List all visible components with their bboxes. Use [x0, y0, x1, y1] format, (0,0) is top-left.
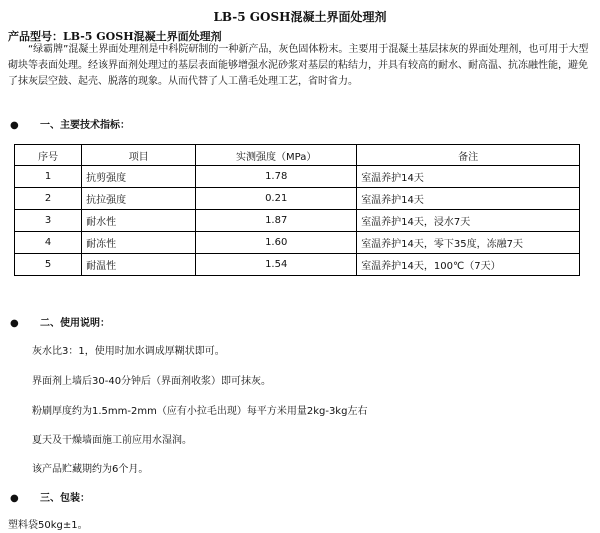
- cell-strength: 1.60: [196, 232, 357, 254]
- cell-remark: 室温养护14天，100℃（7天）: [357, 254, 580, 276]
- cell-remark: 室温养护14天，零下35度，冻融7天: [357, 232, 580, 254]
- table-row: [15, 254, 580, 276]
- table-header-row: [15, 145, 580, 166]
- cell-item: 抗拉强度: [82, 188, 196, 210]
- cell-strength: 1.78: [196, 166, 357, 188]
- cell-item: 耐水性: [82, 210, 196, 232]
- cell-index: 4: [15, 232, 82, 254]
- specs-table: [14, 144, 580, 276]
- section-label: 三、包装：: [40, 493, 90, 504]
- intro-paragraph: [8, 42, 593, 90]
- section-specs-heading: [10, 116, 130, 131]
- packaging-text: 塑料袋50kg±1。: [8, 520, 88, 531]
- header-remark: 备注: [357, 145, 580, 166]
- table-row: [15, 166, 580, 188]
- bullet-icon: ●: [10, 318, 19, 329]
- cell-remark: 室温养护14天: [357, 166, 580, 188]
- bullet-icon: ●: [10, 493, 19, 504]
- table-row: [15, 188, 580, 210]
- cell-index: 1: [15, 166, 82, 188]
- cell-index: 2: [15, 188, 82, 210]
- usage-line: 灰水比3：1，使用时加水调成厚糊状即可。: [32, 346, 225, 357]
- bullet-icon: ●: [10, 120, 19, 131]
- cell-strength: 1.87: [196, 210, 357, 232]
- usage-line: 界面剂上墙后30-40分钟后（界面剂收浆）即可抹灰。: [32, 376, 272, 387]
- table-row: [15, 210, 580, 232]
- header-strength: 实测强度（MPa）: [196, 145, 357, 166]
- cell-item: 耐温性: [82, 254, 196, 276]
- cell-remark: 室温养护14天: [357, 188, 580, 210]
- section-label: 一、主要技术指标：: [40, 120, 130, 131]
- section-packaging-heading: [10, 489, 90, 504]
- usage-line: 粉刷厚度约为1.5mm-2mm（应有小拉毛出现）每平方米用量2kg-3kg左右: [32, 406, 368, 417]
- section-usage-heading: [10, 314, 110, 329]
- cell-item: 抗剪强度: [82, 166, 196, 188]
- cell-index: 5: [15, 254, 82, 276]
- usage-line: 该产品贮藏期约为6个月。: [32, 464, 149, 475]
- cell-index: 3: [15, 210, 82, 232]
- section-label: 二、使用说明：: [40, 318, 110, 329]
- cell-item: 耐冻性: [82, 232, 196, 254]
- table-row: [15, 232, 580, 254]
- cell-strength: 1.54: [196, 254, 357, 276]
- usage-line: 夏天及干燥墙面施工前应用水湿润。: [32, 435, 192, 446]
- product-model: 产品型号：LB-5 GOSH混凝土界面处理剂: [8, 30, 222, 43]
- header-item: 项目: [82, 145, 196, 166]
- intro-text: “绿霸牌”混凝土界面处理剂是中科院研制的一种新产品，灰色固体粉末。主要用于混凝土基层抹灰的界面处理剂，也可用于大型砌块等表面处理。经该界面剂处理过的基层表面能够增强水泥砂浆对基层的粘结力，并具有较高的耐水、耐高温、抗冻融性能，避免了抹灰层空鼓、起壳、脱落的现象。从而代替了人工凿毛处理工艺，省时省力。: [8, 44, 589, 87]
- cell-strength: 0.21: [196, 188, 357, 210]
- cell-remark: 室温养护14天，浸水7天: [357, 210, 580, 232]
- header-index: 序号: [15, 145, 82, 166]
- document-title: LB-5 GOSH混凝土界面处理剂: [213, 10, 387, 24]
